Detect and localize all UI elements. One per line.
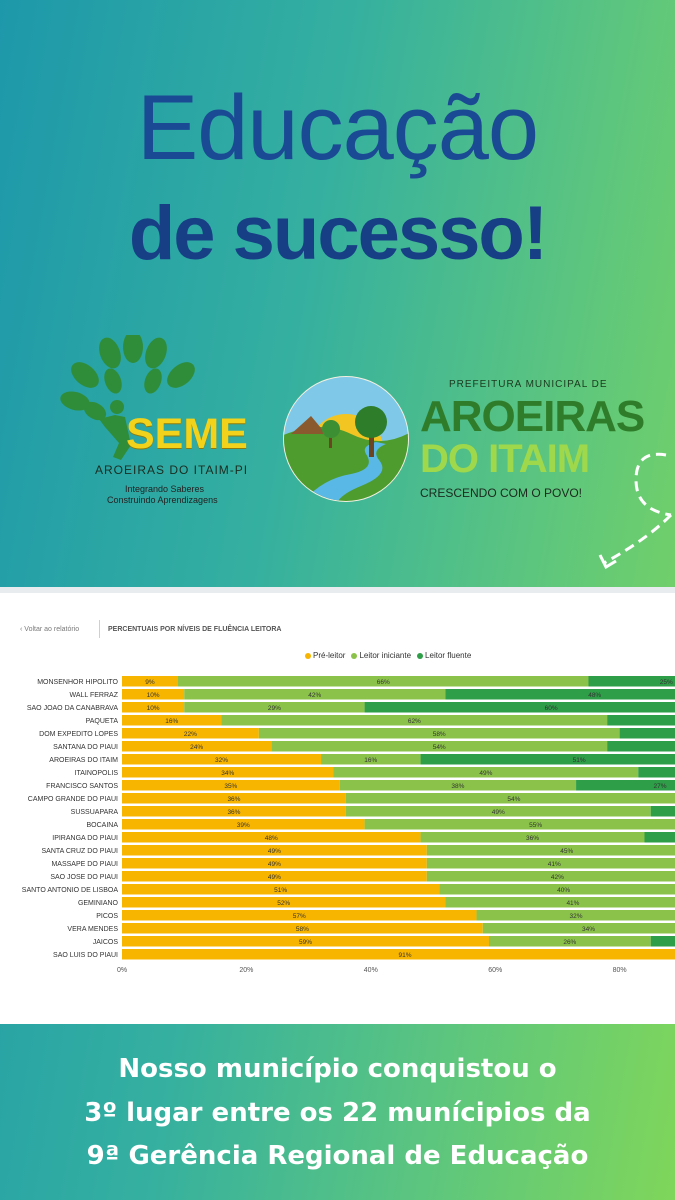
chart-title: PERCENTUAIS POR NÍVEIS DE FLUÊNCIA LEITORA — [108, 626, 282, 633]
data-label: 49% — [479, 769, 493, 777]
data-label: 34% — [581, 925, 596, 933]
category-label: FRANCISCO SANTOS — [46, 782, 118, 790]
seme-tagline-2: Construindo Aprendizagens — [107, 495, 218, 505]
category-label: VERA MENDES — [67, 925, 118, 933]
category-label: JAICOS — [92, 938, 118, 946]
data-label: 48% — [264, 834, 278, 842]
category-label: SUSSUAPARA — [70, 808, 118, 816]
category-label: ITAINOPOLIS — [74, 769, 118, 777]
prefeitura-slogan: CRESCENDO COM O POVO! — [420, 486, 583, 500]
data-label: 35% — [224, 782, 238, 790]
headline-line2: de sucesso! — [128, 191, 547, 276]
bar-segment — [644, 832, 675, 843]
data-label: 9% — [145, 678, 155, 686]
data-label: 52% — [277, 899, 291, 907]
data-label: 45% — [560, 847, 574, 855]
category-label: WALL FERRAZ — [69, 691, 118, 699]
data-label: 49% — [267, 860, 281, 868]
data-label: 26% — [563, 938, 577, 946]
category-label: IPIRANGA DO PIAUI — [52, 834, 118, 842]
data-label: 49% — [267, 873, 281, 881]
category-label: SANTO ANTONIO DE LISBOA — [21, 886, 118, 894]
footer-line2: 3º lugar entre os 22 munícipios da — [84, 1098, 591, 1128]
stacked-bar-chart — [0, 587, 675, 1024]
category-label: SANTA CRUZ DO PIAUI — [41, 847, 118, 855]
data-label: 49% — [267, 847, 281, 855]
data-label: 29% — [267, 704, 281, 712]
data-label: 51% — [572, 756, 586, 764]
data-label: 57% — [292, 912, 306, 920]
category-label: PAQUETA — [85, 717, 118, 725]
data-label: 24% — [190, 743, 204, 751]
bar-segment — [365, 702, 675, 713]
bar-segment — [638, 767, 675, 778]
data-label: 22% — [183, 730, 197, 738]
data-label: 40% — [557, 886, 571, 894]
data-label: 16% — [364, 756, 378, 764]
data-label: 54% — [507, 795, 521, 803]
bar-segment — [445, 689, 675, 700]
back-label: Voltar ao relatório — [24, 626, 80, 633]
headline-line1: Educação — [136, 77, 539, 179]
data-label: 39% — [236, 821, 250, 829]
data-label: 66% — [376, 678, 390, 686]
data-label: 36% — [526, 834, 540, 842]
data-label: 32% — [569, 912, 583, 920]
data-label: 91% — [398, 951, 412, 959]
data-label: 42% — [308, 691, 322, 699]
prefeitura-name-2: DO ITAIM — [420, 437, 590, 481]
legend-label-1: Leitor iniciante — [359, 651, 412, 660]
data-label: 36% — [227, 795, 241, 803]
data-label: 62% — [407, 717, 421, 725]
prefeitura-small: PREFEITURA MUNICIPAL DE — [449, 379, 608, 390]
data-label: 42% — [550, 873, 564, 881]
footer-line1: Nosso município conquistou o — [118, 1054, 557, 1084]
seme-tagline-1: Integrando Saberes — [125, 484, 205, 494]
bar-segment — [483, 923, 675, 934]
category-label: PICOS — [96, 912, 118, 920]
bar-segment — [421, 754, 675, 765]
data-label: 10% — [146, 704, 160, 712]
footer-line3: 9ª Gerência Regional de Educação — [86, 1141, 589, 1171]
chart-panel — [0, 587, 675, 1024]
data-label: 41% — [547, 860, 561, 868]
data-label: 27% — [653, 782, 667, 790]
category-label: CAMPO GRANDE DO PIAUI — [27, 795, 118, 803]
data-label: 55% — [529, 821, 543, 829]
category-label: SAO LUIS DO PIAUI — [53, 951, 118, 959]
data-label: 25% — [659, 678, 673, 686]
data-label: 51% — [274, 886, 288, 894]
x-tick-label: 0% — [116, 967, 128, 974]
category-label: BOCAINA — [86, 821, 118, 829]
bar-segment — [651, 936, 675, 947]
bar-segment — [620, 728, 675, 739]
data-label: 38% — [451, 782, 465, 790]
bar-segment — [651, 806, 675, 817]
data-label: 59% — [298, 938, 312, 946]
legend-label-2: Leitor fluente — [425, 651, 472, 660]
data-label: 58% — [432, 730, 446, 738]
category-label: GEMINIANO — [77, 899, 118, 907]
prefeitura-name-1: AROEIRAS — [420, 392, 645, 441]
category-label: MASSAPE DO PIAUI — [51, 860, 118, 868]
data-label: 16% — [165, 717, 179, 725]
data-label: 49% — [491, 808, 505, 816]
data-label: 58% — [295, 925, 309, 933]
category-label: SAO JOAO DA CANABRAVA — [26, 704, 118, 712]
seme-name: SEME — [126, 410, 248, 458]
x-tick-label: 20% — [239, 967, 254, 974]
data-label: 34% — [221, 769, 235, 777]
category-label: AROEIRAS DO ITAIM — [49, 756, 118, 764]
dashed-swirl-icon — [596, 445, 675, 575]
category-label: SANTANA DO PIAUI — [53, 743, 118, 751]
bar-segment — [607, 741, 675, 752]
category-label: MONSENHOR HIPOLITO — [37, 678, 118, 686]
x-tick-label: 80% — [612, 967, 627, 974]
bar-segment — [427, 845, 675, 856]
data-label: 10% — [146, 691, 160, 699]
seme-subtitle: AROEIRAS DO ITAIM-PI — [95, 463, 249, 477]
bar-segment — [607, 715, 675, 726]
x-tick-label: 60% — [488, 967, 503, 974]
category-label: SAO JOSE DO PIAUI — [50, 873, 118, 881]
landscape-emblem-icon — [281, 374, 411, 504]
data-label: 54% — [432, 743, 446, 751]
bar-segment — [445, 897, 675, 908]
data-label: 36% — [227, 808, 241, 816]
category-label: DOM EXPEDITO LOPES — [39, 730, 118, 738]
bar-segment — [365, 819, 675, 830]
data-label: 32% — [215, 756, 229, 764]
legend-label-0: Pré-leitor — [313, 651, 346, 660]
chevron-left-icon: ‹ — [20, 626, 23, 633]
data-label: 60% — [544, 704, 558, 712]
data-label: 48% — [588, 691, 602, 699]
x-tick-label: 40% — [363, 967, 378, 974]
data-label: 41% — [566, 899, 580, 907]
